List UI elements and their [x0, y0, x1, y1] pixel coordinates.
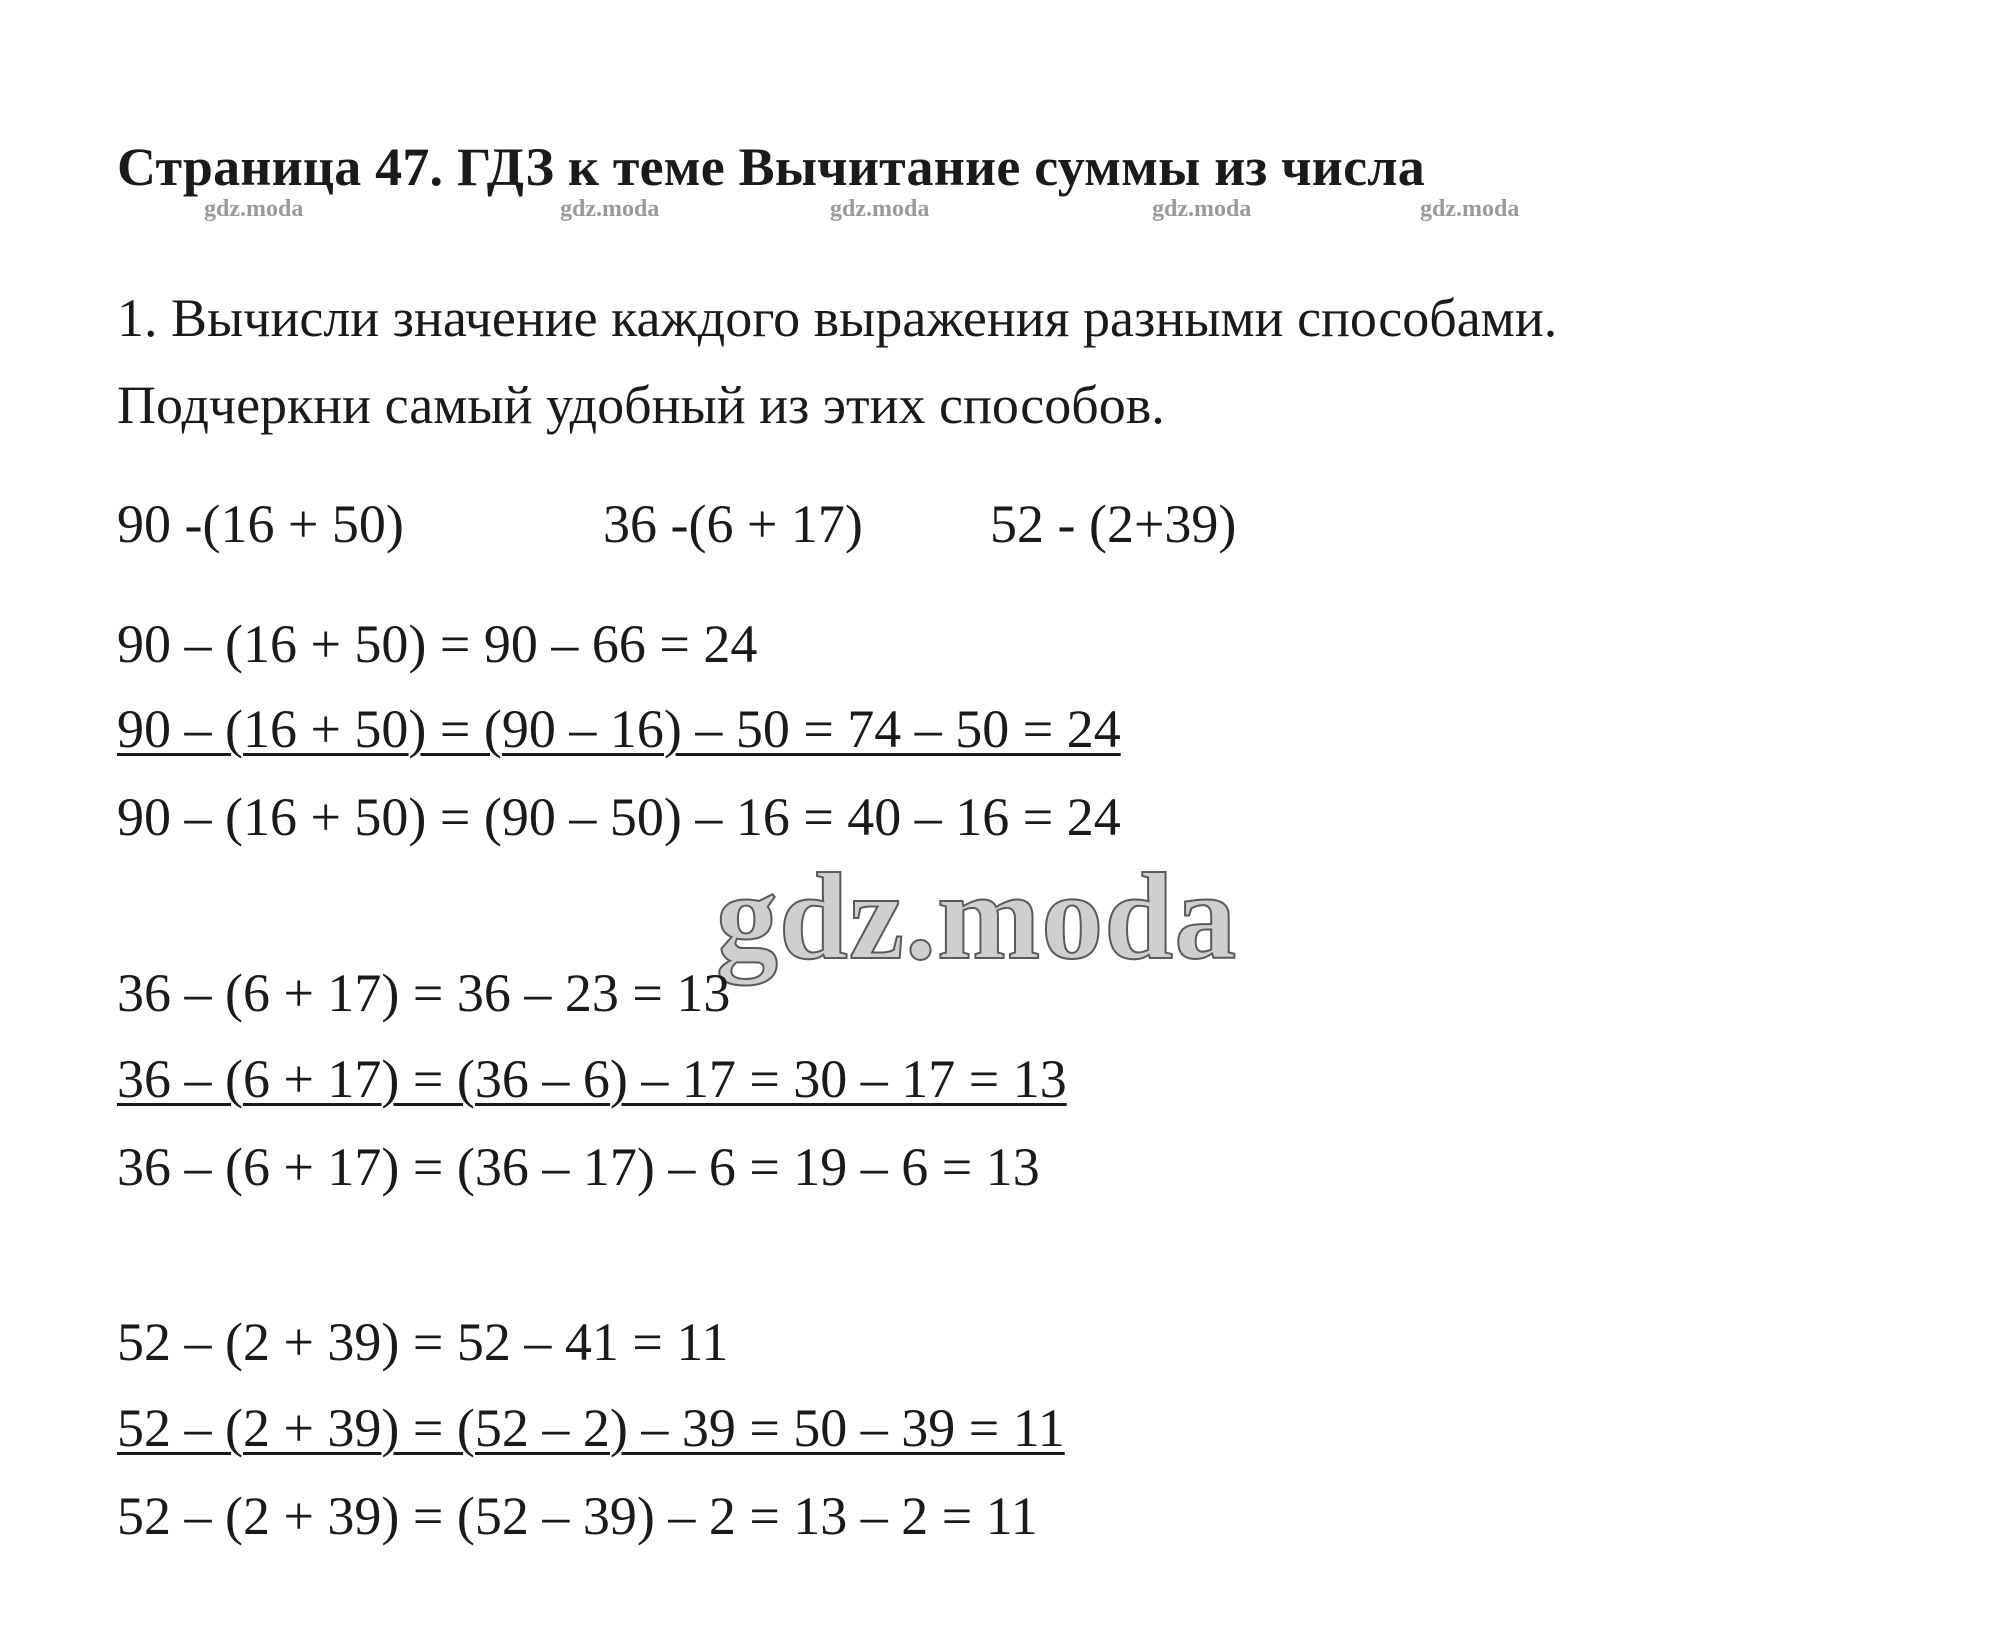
watermark-small: gdz.moda [560, 196, 660, 222]
expression-3: 52 - (2+39) [990, 494, 1237, 554]
watermark-small: gdz.moda [1420, 196, 1520, 222]
watermark-small: gdz.moda [830, 196, 930, 222]
solution-line-underlined: 36 – (6 + 17) = (36 – 6) – 17 = 30 – 17 = 13 [117, 1049, 1067, 1109]
watermark-small: gdz.moda [204, 196, 304, 222]
task-line-2: Подчеркни самый удобный из этих способов. [117, 375, 1165, 435]
expression-2: 36 -(6 + 17) [603, 494, 863, 554]
solution-line: 36 – (6 + 17) = (36 – 17) – 6 = 19 – 6 = 13 [117, 1137, 1040, 1197]
solution-line: 52 – (2 + 39) = (52 – 39) – 2 = 13 – 2 = 11 [117, 1486, 1038, 1546]
solution-line: 52 – (2 + 39) = 52 – 41 = 11 [117, 1312, 729, 1372]
task-line-1: 1. Вычисли значение каждого выражения разными способами. [117, 288, 1558, 348]
solution-line-underlined: 52 – (2 + 39) = (52 – 2) – 39 = 50 – 39 = 11 [117, 1398, 1065, 1458]
expression-1: 90 -(16 + 50) [117, 494, 404, 554]
solution-line: 36 – (6 + 17) = 36 – 23 = 13 [117, 963, 731, 1023]
watermark-big: gdz.moda [716, 848, 1238, 985]
page-title: Страница 47. ГДЗ к теме Вычитание суммы из числа [117, 137, 1425, 197]
solution-line: 90 – (16 + 50) = (90 – 50) – 16 = 40 – 16 = 24 [117, 787, 1121, 847]
solution-line-underlined: 90 – (16 + 50) = (90 – 16) – 50 = 74 – 50 = 24 [117, 699, 1121, 759]
watermark-small: gdz.moda [1152, 196, 1252, 222]
solution-line: 90 – (16 + 50) = 90 – 66 = 24 [117, 614, 758, 674]
